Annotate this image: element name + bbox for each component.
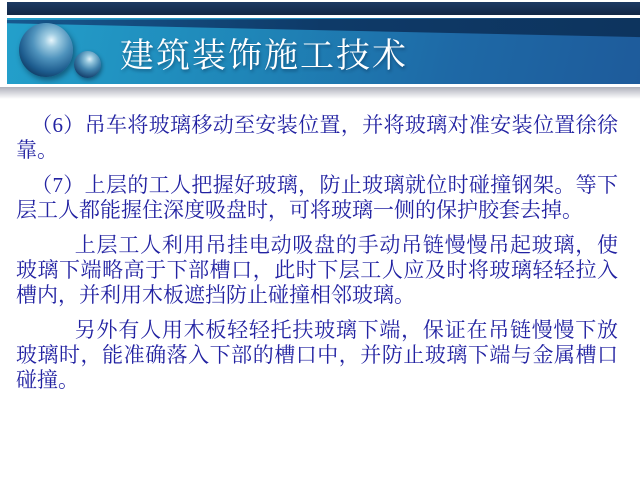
slide-body xyxy=(0,108,640,403)
banner-shadow-strip xyxy=(0,87,640,99)
top-accent-bar xyxy=(7,2,640,15)
sphere-decoration-small xyxy=(74,51,101,78)
sphere-decoration-large xyxy=(19,23,73,77)
body-paragraph-6: （6）吊车将玻璃移动至安装位置，并将玻璃对准安装位置徐徐靠。 xyxy=(16,113,618,162)
title-banner xyxy=(7,18,640,84)
slide-title: 建筑装饰施工技术 xyxy=(120,38,408,75)
body-paragraph-upper-worker: 上层工人利用吊挂电动吸盘的手动吊链慢慢吊起玻璃，使玻璃下端略高于下部槽口，此时下层工人应及时将玻璃轻轻拉入槽内，并利用木板遮挡防止碰撞相邻玻璃。 xyxy=(16,233,618,307)
body-paragraph-7: （7）上层的工人把握好玻璃，防止玻璃就位时碰撞钢架。等下层工人都能握住深度吸盘时，可将玻璃一侧的保护胶套去掉。 xyxy=(16,173,618,222)
body-paragraph-board-support: 另外有人用木板轻轻托扶玻璃下端，保证在吊链慢慢下放玻璃时，能准确落入下部的槽口中，并防止玻璃下端与金属槽口碰撞。 xyxy=(16,318,618,392)
